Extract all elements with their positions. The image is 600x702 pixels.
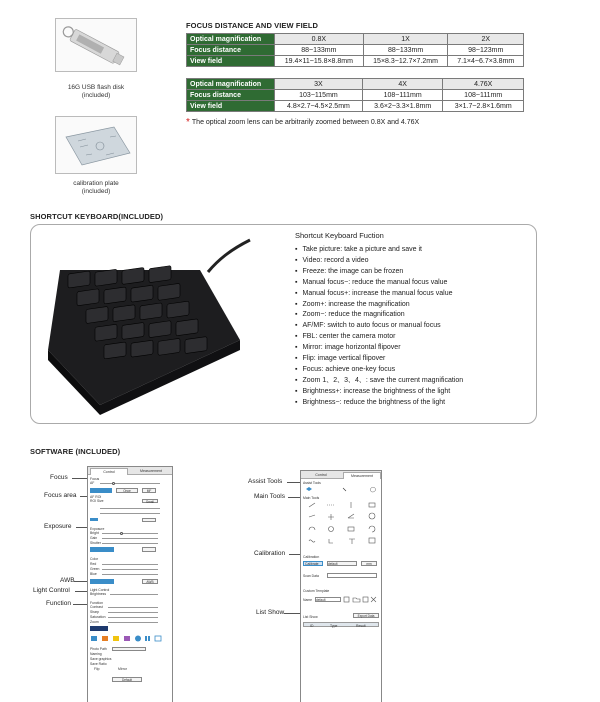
keyboard-section-title: SHORTCUT KEYBOARD(INCLUDED) <box>30 212 164 221</box>
keypad-key <box>149 266 171 283</box>
callout-exposure: Exposure <box>44 523 72 530</box>
table1-row-focus <box>187 45 524 56</box>
measurement-tabbar <box>301 471 381 479</box>
color-label: Color <box>90 557 99 561</box>
keypad-key <box>149 321 171 338</box>
circle-tool-icon[interactable] <box>369 513 375 519</box>
photo-path-field[interactable] <box>112 647 146 651</box>
contrast-label: Contrast <box>90 605 103 609</box>
cursor-icon[interactable] <box>306 487 312 491</box>
calibration-select[interactable]: default <box>327 561 357 566</box>
function-icon-row <box>90 634 172 643</box>
keypad-key <box>95 269 117 286</box>
usb-disk-card <box>55 18 137 72</box>
scan-data-field[interactable] <box>327 573 377 578</box>
list-item: ▪ Manual focus−: reduce the manual focus value <box>295 278 463 289</box>
tab-control[interactable]: Control <box>90 468 128 475</box>
table2-label-focus: Focus distance <box>187 90 275 101</box>
callout-function: Function <box>46 600 71 607</box>
roi-size-select[interactable]: Small <box>142 499 158 503</box>
keypad-key <box>158 338 180 355</box>
list-item: ▪ Zoom 1、2、3、4、: save the current magnification <box>295 376 463 387</box>
save-graphics-label: Save graphics <box>90 657 112 661</box>
calibration-plate-image <box>56 117 138 175</box>
monitor-icon[interactable] <box>155 636 161 641</box>
keypad-brand: INSIZE <box>110 244 131 259</box>
table2-cell: 3X <box>275 79 363 90</box>
cross-icon[interactable] <box>328 514 334 520</box>
pointer-icon[interactable] <box>343 488 346 491</box>
mirror-label: Mirror <box>118 667 127 671</box>
keypad-key <box>104 287 126 304</box>
zoom-note <box>186 117 419 128</box>
table1-cell: 2X <box>448 34 524 45</box>
column-header-result: Result <box>356 623 366 628</box>
list-item: ▪ Focus: achieve one-key focus <box>295 365 463 376</box>
awb-bar[interactable] <box>90 579 114 584</box>
keypad-key <box>185 337 207 354</box>
keypad-key <box>131 340 153 357</box>
mf-button[interactable]: MF <box>142 488 156 493</box>
callout-awb: AWB <box>60 577 75 584</box>
calibration-caption <box>40 180 152 196</box>
pause-icon[interactable] <box>145 636 147 641</box>
photo-path-label: Photo Path <box>90 647 107 651</box>
table1-cell: 1X <box>363 34 448 45</box>
save-ratio-label: Save Ratio <box>90 662 107 666</box>
roi-toggle[interactable] <box>90 518 98 521</box>
bright-label: Bright <box>90 531 99 535</box>
table1-row-magnification <box>187 34 524 45</box>
table2-cell: 108~111mm <box>443 90 524 101</box>
keypad-key <box>113 305 135 322</box>
keypad-key <box>131 285 153 302</box>
scale-tool-icon[interactable] <box>369 538 375 543</box>
table1-cell: 7.1×4~6.7×3.8mm <box>448 56 524 67</box>
usb-disk-image <box>56 19 138 73</box>
awb-button[interactable]: AWB <box>142 579 158 584</box>
zoom-note-text: The optical zoom lens can be arbitrarily zoomed between 0.8X and 4.76X <box>191 119 420 126</box>
calibration-caption-line1: calibration plate <box>73 180 119 187</box>
table1-cell: 88~133mm <box>363 45 448 56</box>
af-label: AF <box>90 481 95 485</box>
focus-table-1 <box>186 33 524 67</box>
parallel-icon[interactable] <box>309 515 315 517</box>
curve-icon[interactable] <box>309 540 315 542</box>
list-item: ▪ Brightness−: reduce the brightness of the light <box>295 398 463 409</box>
arc-icon[interactable] <box>309 527 315 530</box>
shutter-label: Shutter <box>90 541 101 545</box>
main-tools-label: Main Tools <box>303 496 320 500</box>
table1-row-viewfield <box>187 56 524 67</box>
keypad-key <box>86 306 108 323</box>
focus-area-label: AF ROI <box>90 495 102 499</box>
roi-size-label: ROI Size <box>90 499 104 503</box>
scan-data-label: Scan Data <box>303 574 319 578</box>
software-section-title: SOFTWARE (INCLUDED) <box>30 447 121 456</box>
settings-icon[interactable] <box>135 636 141 642</box>
table2-cell: 4X <box>362 79 443 90</box>
list-item: ▪ Take picture: take a picture and save it <box>295 245 463 256</box>
table1-cell: 0.8X <box>275 34 364 45</box>
template-name-field[interactable]: default <box>315 597 341 602</box>
red-label: Red <box>90 562 97 566</box>
table2-row-magnification <box>187 79 524 90</box>
list-item: ▪ Video: record a video <box>295 256 463 267</box>
list-item: ▪ AF/MF: switch to auto focus or manual focus <box>295 321 463 332</box>
table1-cell: 15×8.3~12.7×7.2mm <box>363 56 448 67</box>
column-header-id: ID <box>310 623 314 628</box>
perpendicular-icon[interactable] <box>329 539 333 543</box>
table2-cell: 108~111mm <box>362 90 443 101</box>
template-icons <box>343 596 379 604</box>
asterisk-icon: * <box>186 117 190 128</box>
keyboard-function-title: Shortcut Keyboard Fuction <box>295 231 384 240</box>
keypad-key <box>77 289 99 306</box>
custom-template-label: Custom Template <box>303 589 330 593</box>
export-data-button[interactable]: Export Data <box>353 613 379 618</box>
callout-light-control: Light Control <box>33 587 70 594</box>
callout-list-show: List Show <box>256 609 285 616</box>
light-control-label: Light Control <box>90 588 110 592</box>
table1-label-viewfield: View field <box>187 56 275 67</box>
list-item: ▪ Zoom−: reduce the magnification <box>295 310 463 321</box>
keypad-key <box>158 283 180 300</box>
keyboard-function-list <box>295 245 463 409</box>
keypad-key <box>95 324 117 341</box>
usb-caption-line1: 16G USB flash disk <box>67 84 125 91</box>
list-item: ▪ Brightness+: increase the brightness of the light <box>295 387 463 398</box>
point-circle-icon[interactable] <box>329 527 334 532</box>
table2-cell: 3.6×2~3.3×1.8mm <box>362 101 443 112</box>
main-tools-grid <box>307 501 381 549</box>
table1-label-magnification: Optical magnification <box>187 34 275 45</box>
tab-measurement[interactable]: Measurement <box>140 469 162 473</box>
table2-cell: 3×1.7~2.8×1.6mm <box>443 101 524 112</box>
assist-tools-label: Assist Tools <box>303 481 321 485</box>
function-label: Function <box>90 601 104 605</box>
list-item: ▪ Zoom+: increase the magnification <box>295 300 463 311</box>
measurement-panel-screenshot <box>300 470 382 702</box>
calibration-caption-line2: (included) <box>81 188 111 195</box>
folder-icon[interactable] <box>113 636 119 641</box>
arc-tool-icon[interactable] <box>369 526 375 532</box>
focus-label: Focus <box>90 477 100 481</box>
tab-measurement[interactable]: Measurement <box>343 472 381 479</box>
area-icon[interactable] <box>348 527 354 531</box>
tab-control[interactable]: Control <box>315 473 327 477</box>
table2-label-magnification: Optical magnification <box>187 79 275 90</box>
line-tool-icon[interactable] <box>309 503 315 507</box>
column-header-type: Type <box>330 623 338 628</box>
auto-exposure-bar[interactable] <box>90 547 114 552</box>
table1-cell: 19.4×11~15.8×8.8mm <box>275 56 364 67</box>
table2-row-viewfield <box>187 101 524 112</box>
unit-select[interactable]: mm <box>361 561 377 566</box>
callout-focus: Focus <box>50 474 68 481</box>
gain-label: Gain <box>90 536 98 540</box>
camera-icon[interactable] <box>91 636 97 641</box>
table2-row-focus <box>187 90 524 101</box>
exposure-label: Exposure <box>90 527 105 531</box>
green-label: Green <box>90 567 100 571</box>
list-item: ▪ Flip: image vertical flipover <box>295 354 463 365</box>
control-panel-screenshot <box>87 466 173 702</box>
keypad-image <box>40 230 265 420</box>
usb-caption-line2: (included) <box>81 92 111 99</box>
zoom-bar[interactable] <box>90 626 108 631</box>
open-folder-icon[interactable] <box>353 598 360 602</box>
callout-calibration: Calibration <box>254 550 286 557</box>
keypad-key <box>140 303 162 320</box>
table2-label-viewfield: View field <box>187 101 275 112</box>
delete-icon[interactable] <box>371 597 376 602</box>
usb-caption <box>40 84 152 100</box>
callout-focus-area: Focus area <box>44 492 77 499</box>
new-template-icon[interactable] <box>344 597 349 602</box>
list-item: ▪ Mirror: image horizontal flipover <box>295 343 463 354</box>
table2-cell: 4.8×2.7~4.5×2.5mm <box>275 101 363 112</box>
calibration-label: Calibration <box>303 555 320 559</box>
list-show-label: List Show <box>303 615 318 619</box>
grid-icon[interactable] <box>124 636 130 641</box>
naming-label: Naming <box>90 652 102 656</box>
list-item: ▪ Freeze: the image can be frozen <box>295 267 463 278</box>
default-button[interactable]: Default <box>112 677 142 682</box>
assist-tools-row <box>305 485 381 495</box>
list-item: ▪ Manual focus+: increase the manual focus value <box>295 289 463 300</box>
blue-label: Blue <box>90 572 97 576</box>
once-button[interactable]: Once <box>116 488 138 493</box>
table1-label-focus: Focus distance <box>187 45 275 56</box>
af-mode-bar[interactable] <box>90 488 112 493</box>
keypad-key <box>176 319 198 336</box>
flip-label: Flip <box>94 667 100 671</box>
angle-icon[interactable] <box>348 514 354 518</box>
keypad-cable <box>208 240 250 272</box>
keypad-key <box>167 301 189 318</box>
list-header <box>303 622 379 627</box>
save-icon[interactable] <box>363 597 368 602</box>
keypad-key <box>68 271 90 288</box>
table1-cell: 98~123mm <box>448 45 524 56</box>
focus-section-title: FOCUS DISTANCE AND VIEW FIELD <box>186 21 319 30</box>
keypad-key <box>122 267 144 284</box>
name-label: Name <box>303 598 313 602</box>
control-tabbar <box>88 467 172 475</box>
zoom-label: Zoom <box>90 620 99 624</box>
keypad-key <box>122 322 144 339</box>
focus-table-2 <box>186 78 524 112</box>
table2-cell: 103~115mm <box>275 90 363 101</box>
text-tool-icon[interactable] <box>349 539 355 544</box>
rectangle-tool-icon[interactable] <box>369 503 375 507</box>
brightness-label: Brightness <box>90 592 107 596</box>
calibration-plate-card <box>55 116 137 174</box>
table2-cell: 4.76X <box>443 79 524 90</box>
calibrate-button-label: Calibrate <box>305 561 319 566</box>
video-icon[interactable] <box>102 636 108 641</box>
keypad-key <box>104 342 126 359</box>
sharp-label: Sharp <box>90 610 100 614</box>
saturation-label: Saturation <box>90 615 106 619</box>
callout-main-tools: Main Tools <box>254 493 285 500</box>
table1-cell: 88~133mm <box>275 45 364 56</box>
callout-assist-tools: Assist Tools <box>248 478 283 485</box>
cloud-icon[interactable] <box>370 487 375 492</box>
list-item: ▪ FBL: center the camera motor <box>295 332 463 343</box>
